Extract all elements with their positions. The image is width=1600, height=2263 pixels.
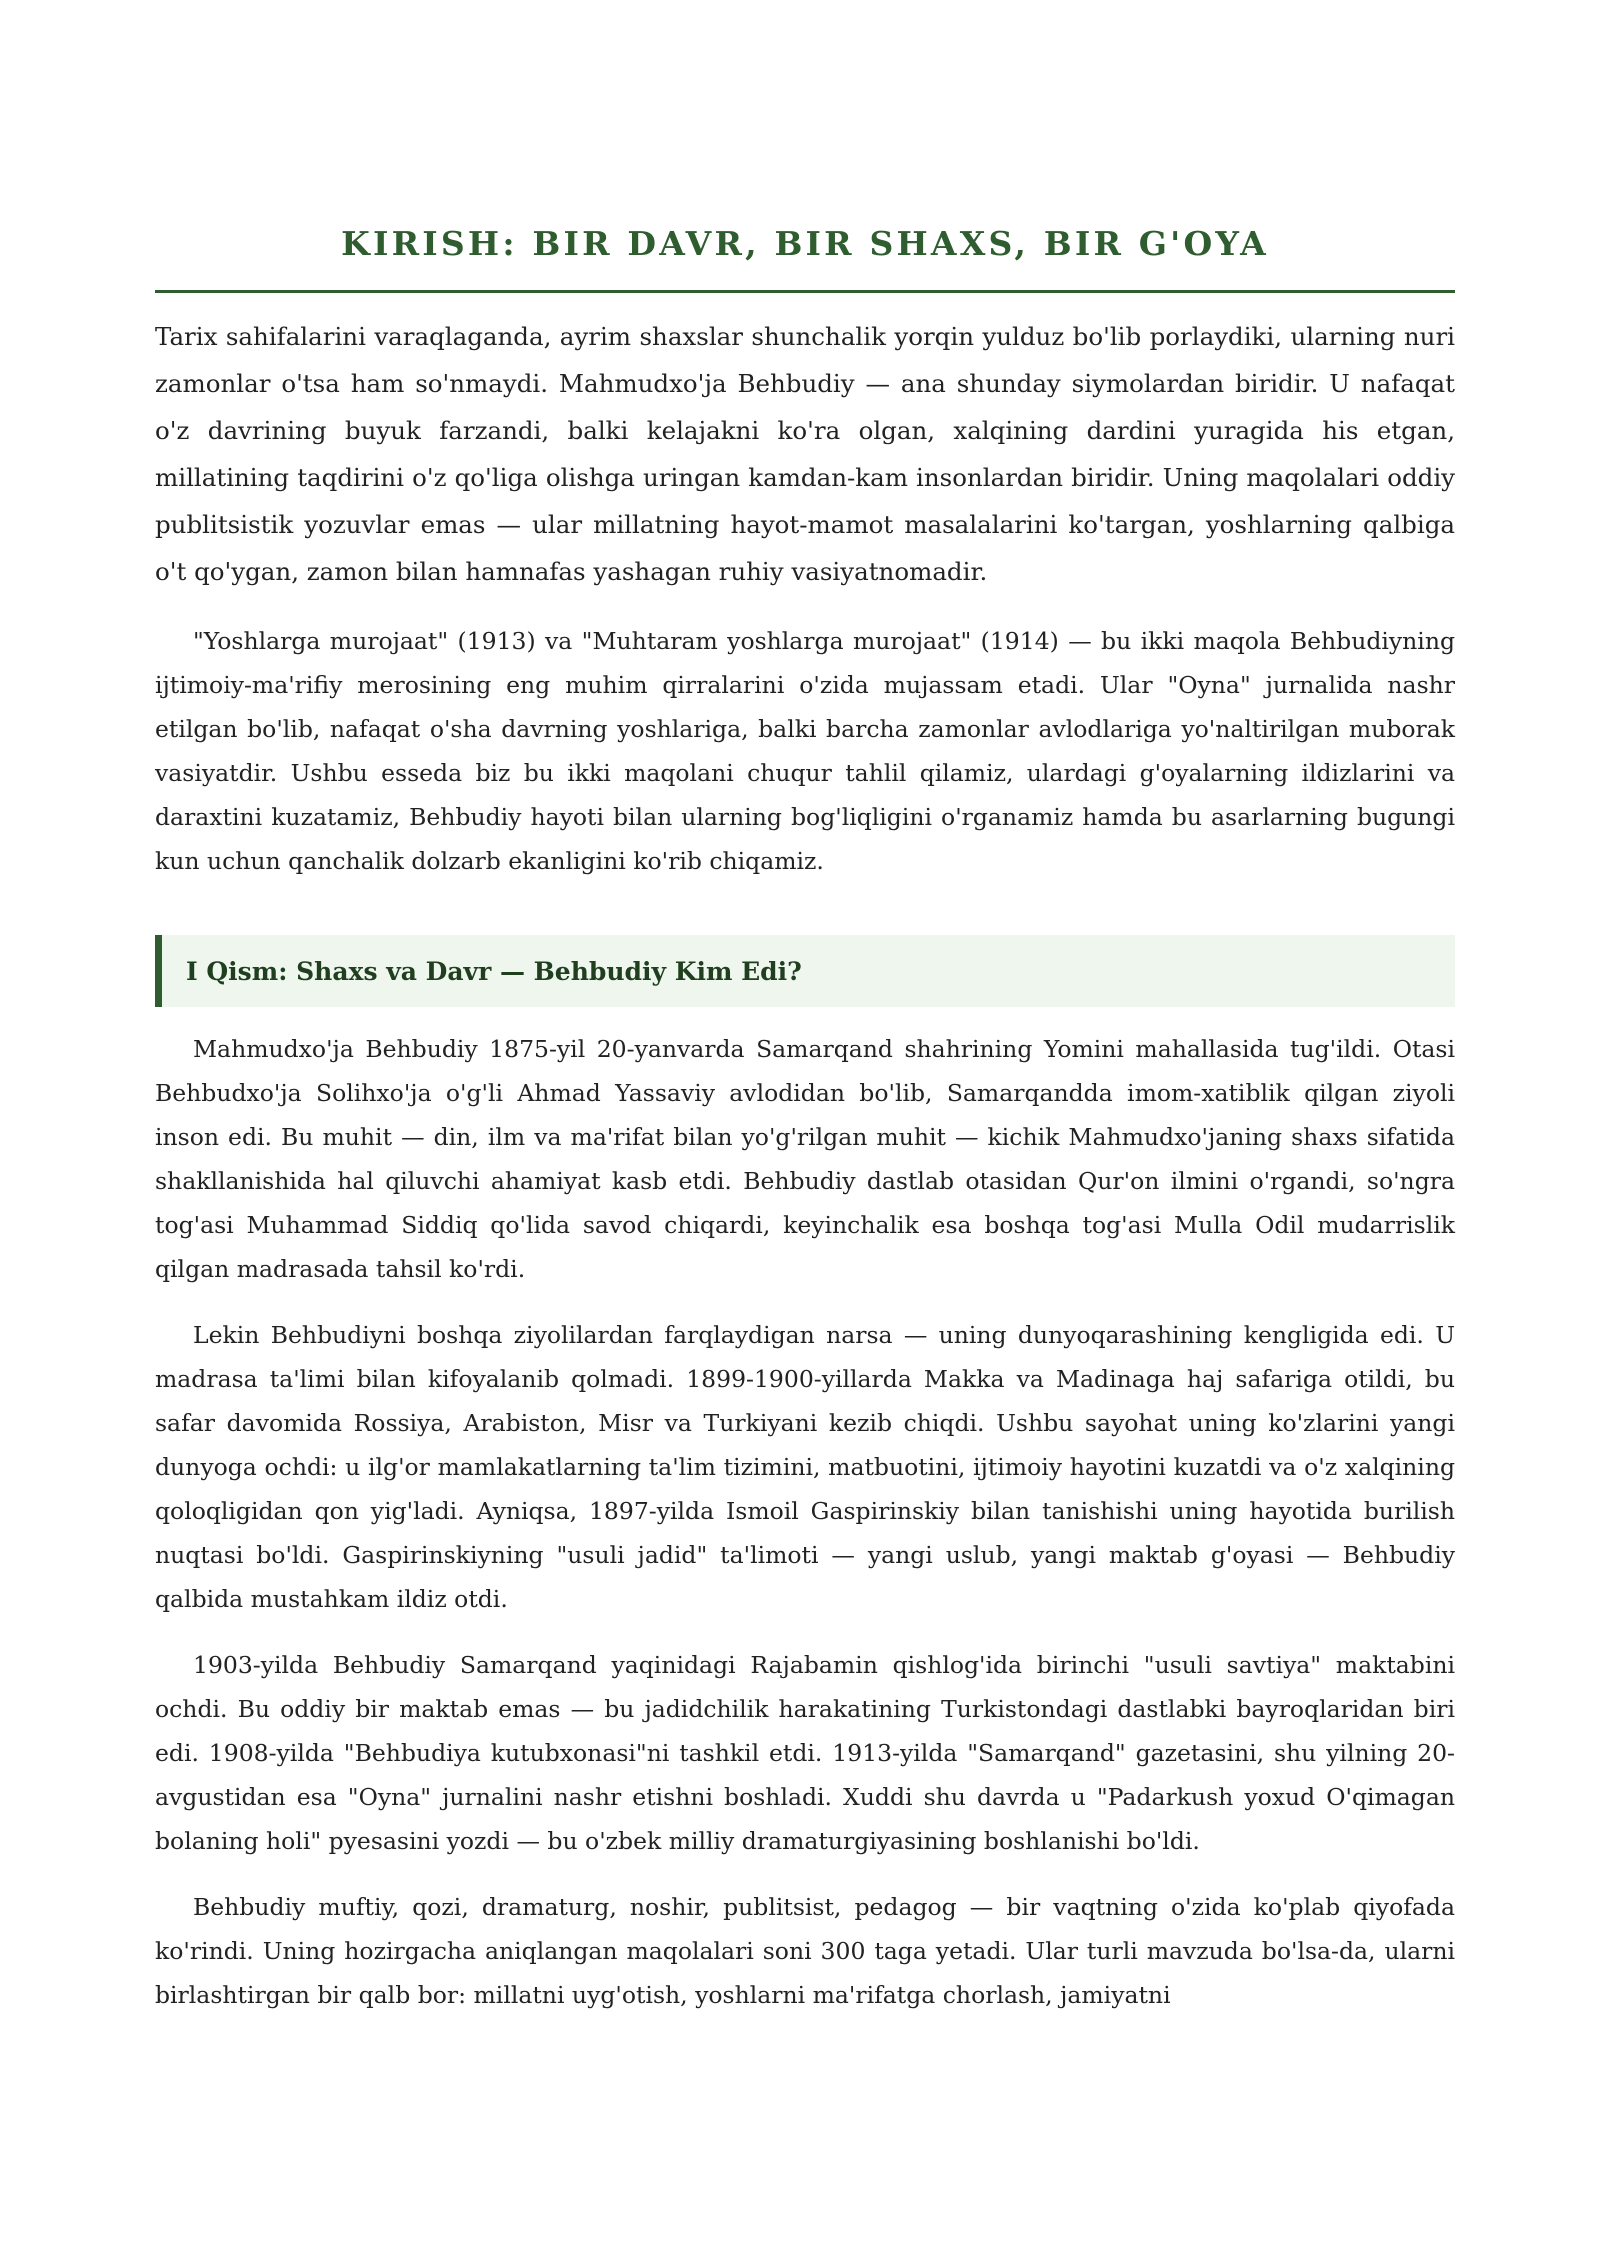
section-paragraph-3: 1903-yilda Behbudiy Samarqand yaqinidagi Rajabamin qishlog'ida birinchi "usuli savtiya" maktabini ochdi. Bu oddiy bir maktab emas — bu jadidchilik harakatining Turkistondagi dastlabki bayroqlaridan biri edi. 1908-yilda "Behbudiya kutubxonasi"ni tashkil etdi. 1913-yilda "Samarqand" gazetasini, shu yilning 20-avgustidan esa "Oyna" jurnalini nashr etishni boshladi. Xuddi shu davrda u "Padarkush yoxud O'qimagan bolaning holi" pyesasini yozdi — bu o'zbek milliy dramaturgiyasining boshlanishi bo'ldi. (155, 1651, 1455, 1855)
title-divider (155, 290, 1455, 293)
document-page (155, 0, 1455, 2017)
section-heading (155, 935, 1455, 1007)
intro-paragraph: "Yoshlarga murojaat" (1913) va "Muhtaram yoshlarga murojaat" (1914) — bu ikki maqola Behbudiyning ijtimoiy-ma'rifiy merosining eng muhim qirralarini o'zida mujassam etadi. Ular "Oyna" jurnalida nashr etilgan bo'lib, nafaqat o'sha davrning yoshlariga, balki barcha zamonlar avlodlariga yo'naltirilgan muborak vasiyatdir. Ushbu esseda biz bu ikki maqolani chuqur tahlil qilamiz, ulardagi g'oyalarning ildizlarini va daraxtini kuzatamiz, Behbudiy hayoti bilan ularning bog'liqligini o'rganamiz hamda bu asarlarning bugungi kun uchun qanchalik dolzarb ekanligini ko'rib chiqamiz. (155, 627, 1455, 875)
section-paragraph-2: Lekin Behbudiyni boshqa ziyolilardan farqlaydigan narsa — uning dunyoqarashining kengligida edi. U madrasa ta'limi bilan kifoyalanib qolmadi. 1899-1900-yillarda Makka va Madinaga haj safariga otildi, bu safar davomida Rossiya, Arabiston, Misr va Turkiyani kezib chiqdi. Ushbu sayohat uning ko'zlarini yangi dunyoga ochdi: u ilg'or mamlakatlarning ta'lim tizimini, matbuotini, ijtimoiy hayotini kuzatdi va o'z xalqining qoloqligidan qon yig'ladi. Ayniqsa, 1897-yilda Ismoil Gaspirinskiy bilan tanishishi uning hayotida burilish nuqtasi bo'ldi. Gaspirinskiyning "usuli jadid" ta'limoti — yangi uslub, yangi maktab g'oyasi — Behbudiy qalbida mustahkam ildiz otdi. (155, 1321, 1455, 1613)
document-title: KIRISH: BIR DAVR, BIR SHAXS, BIR G'OYA (341, 224, 1269, 263)
section-paragraph-4: Behbudiy muftiy, qozi, dramaturg, noshir, publitsist, pedagog — bir vaqtning o'zida ko'plab qiyofada ko'rindi. Uning hozirgacha aniqlangan maqolalari soni 300 taga yetadi. Ular turli mavzuda bo'lsa-da, ularni birlashtirgan bir qalb bor: millatni uyg'otish, yoshlarni ma'rifatga chorlash, jamiyatni (155, 1893, 1455, 2009)
section-paragraph-1: Mahmudxo'ja Behbudiy 1875-yil 20-yanvarda Samarqand shahrining Yomini mahallasida tug'ildi. Otasi Behbudxo'ja Solihxo'ja o'g'li Ahmad Yassaviy avlodidan bo'lib, Samarqandda imom-xatiblik qilgan ziyoli inson edi. Bu muhit — din, ilm va ma'rifat bilan yo'g'rilgan muhit — kichik Mahmudxo'janing shaxs sifatida shakllanishida hal qiluvchi ahamiyat kasb etdi. Behbudiy dastlab otasidan Qur'on ilmini o'rgandi, so'ngra tog'asi Muhammad Siddiq qo'lida savod chiqardi, keyinchalik esa boshqa tog'asi Mulla Odil mudarrislik qilgan madrasada tahsil ko'rdi. (155, 1035, 1455, 1283)
intro-lead-paragraph: Tarix sahifalarini varaqlaganda, ayrim shaxslar shunchalik yorqin yulduz bo'lib porlaydiki, ularning nuri zamonlar o'tsa ham so'nmaydi. Mahmudxo'ja Behbudiy — ana shunday siymolardan biridir. U nafaqat o'z davrining buyuk farzandi, balki kelajakni ko'ra olgan, xalqining dardini yuragida his etgan, millatining taqdirini o'z qo'liga olishga uringan kamdan-kam insonlardan biridir. Uning maqolalari oddiy publitsistik yozuvlar emas — ular millatning hayot-mamot masalalarini ko'targan, yoshlarning qalbiga o't qo'ygan, zamon bilan hamnafas yashagan ruhiy vasiyatnomadir. (155, 322, 1455, 586)
section-heading-text: I Qism: Shaxs va Davr — Behbudiy Kim Edi? (186, 956, 802, 986)
